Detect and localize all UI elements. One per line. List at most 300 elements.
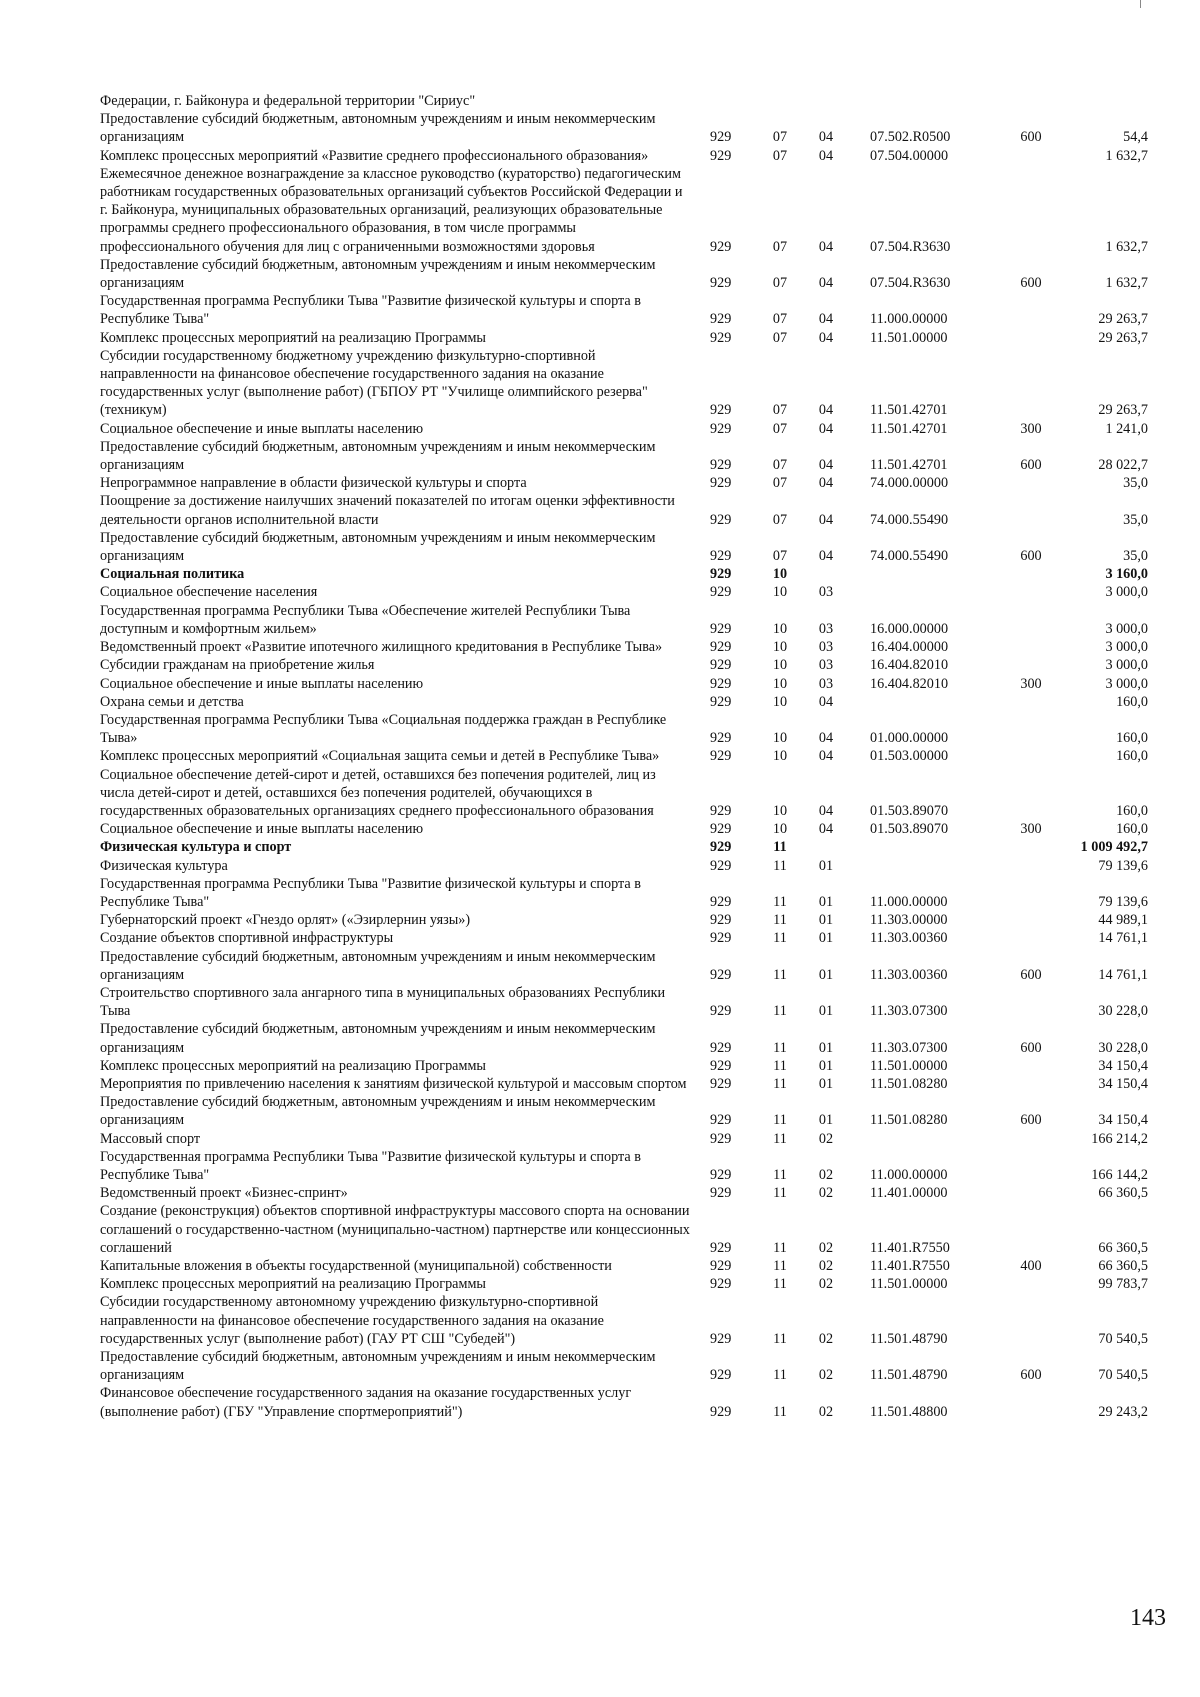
row-description: Социальное обеспечение и иные выплаты населению: [100, 675, 424, 692]
row-grbs-code: 929: [710, 511, 732, 528]
row-subsection-code: 04: [818, 311, 834, 328]
row-target-article-code: 07.504.00000: [870, 147, 949, 164]
row-description: Социальное обеспечение населения: [100, 584, 318, 601]
row-description: Комплекс процессных мероприятий «Развитие среднего профессионального образования»: [100, 147, 649, 164]
budget-table: [100, 92, 1160, 1421]
row-target-article-code: 11.401.R7550: [870, 1239, 950, 1256]
row-amount: 3 000,0: [1105, 657, 1148, 674]
row-section-code: 11: [773, 839, 787, 856]
row-section-code: 07: [772, 147, 788, 164]
row-description: Финансовое обеспечение государственного задания на оказание государственных услуг (выполнение работ) (ГБУ "Управление спортмероприятий"): [100, 1385, 632, 1420]
row-subsection-code: 03: [818, 584, 834, 601]
table-row: [100, 656, 1160, 674]
row-subsection-code: 04: [818, 420, 834, 437]
row-grbs-code: 929: [710, 1075, 732, 1092]
row-description: Предоставление субсидий бюджетным, автономным учреждениям и иным некоммерческим организациям: [100, 438, 656, 474]
row-target-article-code: 11.303.00360: [870, 966, 948, 983]
table-row: [100, 110, 1160, 146]
row-grbs-code: 929: [710, 1039, 732, 1056]
row-amount: 160,0: [1116, 730, 1148, 747]
row-target-article-code: 11.501.00000: [870, 329, 948, 346]
row-amount: 3 000,0: [1105, 584, 1148, 601]
row-section-code: 10: [772, 620, 788, 637]
row-amount: 1 632,7: [1105, 147, 1148, 164]
row-target-article-code: 11.501.42701: [870, 420, 948, 437]
row-grbs-code: 929: [710, 1057, 732, 1074]
row-section-code: 10: [772, 675, 788, 692]
row-section-code: 11: [773, 1276, 787, 1293]
row-grbs-code: 929: [710, 548, 732, 565]
table-row: [100, 147, 1160, 165]
table-row: [100, 1075, 1160, 1093]
row-subsection-code: 04: [818, 329, 834, 346]
row-target-article-code: 74.000.55490: [870, 511, 949, 528]
row-subsection-code: 04: [818, 802, 834, 819]
row-subsection-code: 01: [818, 930, 834, 947]
row-description: Комплекс процессных мероприятий «Социальная защита семьи и детей в Республике Тыва»: [100, 748, 660, 765]
row-description: Социальная политика: [100, 566, 245, 583]
row-section-code: 10: [772, 693, 788, 710]
row-amount: 54,4: [1123, 129, 1148, 146]
row-grbs-code: 929: [710, 1367, 732, 1384]
row-section-code: 11: [773, 1112, 787, 1129]
row-target-article-code: 01.503.89070: [870, 802, 949, 819]
row-section-code: 07: [772, 275, 788, 292]
row-section-code: 07: [772, 511, 788, 528]
row-description: Строительство спортивного зала ангарного типа в муниципальных образованиях Республики Тыва: [100, 984, 666, 1020]
table-row: [100, 420, 1160, 438]
row-expense-type-code: 300: [1020, 821, 1042, 838]
row-grbs-code: 929: [710, 566, 732, 583]
table-row: [100, 1184, 1160, 1202]
row-amount: 14 761,1: [1098, 930, 1148, 947]
row-subsection-code: 04: [818, 147, 834, 164]
row-subsection-code: 02: [818, 1130, 834, 1147]
row-grbs-code: 929: [710, 457, 732, 474]
row-subsection-code: 04: [818, 548, 834, 565]
row-subsection-code: 04: [818, 129, 834, 146]
row-target-article-code: 01.503.89070: [870, 821, 949, 838]
row-description: Государственная программа Республики Тыва "Развитие физической культуры и спорта в Республике Тыва": [100, 293, 641, 328]
row-expense-type-code: 600: [1020, 457, 1042, 474]
row-section-code: 11: [773, 857, 787, 874]
row-grbs-code: 929: [710, 857, 732, 874]
row-grbs-code: 929: [710, 966, 732, 983]
row-target-article-code: 07.504.R3630: [870, 275, 951, 292]
table-row: [100, 1020, 1160, 1056]
row-amount: 79 139,6: [1098, 893, 1148, 910]
row-grbs-code: 929: [710, 912, 732, 929]
row-amount: 3 000,0: [1105, 639, 1148, 656]
row-grbs-code: 929: [710, 1130, 732, 1147]
row-subsection-code: 02: [818, 1258, 834, 1274]
row-description: Создание объектов спортивной инфраструктуры: [100, 930, 394, 947]
row-section-code: 07: [772, 420, 788, 437]
row-grbs-code: 929: [710, 129, 732, 146]
page-number: 143: [1130, 1605, 1166, 1631]
row-subsection-code: 03: [818, 657, 834, 674]
row-description: Субсидии государственному автономному учреждению физкультурно-спортивной направленности на финансовое обеспечение государственного задания на оказание государственных услуг (выполнение работ) (ГАУ РТ СШ "Субедей"): [100, 1294, 604, 1347]
row-amount: 35,0: [1123, 548, 1148, 565]
row-section-code: 07: [772, 329, 788, 346]
row-section-code: 10: [772, 584, 788, 601]
row-section-code: 10: [772, 730, 788, 747]
row-section-code: 11: [773, 1003, 787, 1020]
row-subsection-code: 02: [818, 1166, 834, 1183]
row-target-article-code: 11.303.07300: [870, 1003, 948, 1020]
row-section-code: 07: [772, 475, 788, 492]
row-section-code: 10: [772, 657, 788, 674]
table-row: [100, 675, 1160, 693]
row-subsection-code: 02: [818, 1276, 834, 1293]
row-target-article-code: 11.401.R7550: [870, 1258, 950, 1274]
table-row: [100, 875, 1160, 911]
row-section-code: 11: [773, 1075, 787, 1092]
row-section-code: 11: [773, 1130, 787, 1147]
row-section-code: 07: [772, 548, 788, 565]
row-amount: 166 144,2: [1091, 1166, 1148, 1183]
row-description: Социальное обеспечение и иные выплаты населению: [100, 821, 424, 838]
row-target-article-code: 74.000.00000: [870, 475, 949, 492]
row-grbs-code: 929: [710, 1403, 732, 1420]
table-row: [100, 747, 1160, 765]
row-grbs-code: 929: [710, 147, 732, 164]
table-row: [100, 329, 1160, 347]
table-row: [100, 857, 1160, 875]
row-amount: 160,0: [1116, 748, 1148, 765]
row-subsection-code: 04: [818, 511, 834, 528]
row-description: Предоставление субсидий бюджетным, автономным учреждениям и иным некоммерческим организациям: [100, 111, 656, 146]
table-row: [100, 1384, 1160, 1420]
row-grbs-code: 929: [710, 475, 732, 492]
row-subsection-code: 04: [818, 275, 834, 292]
table-row: [100, 766, 1160, 821]
row-target-article-code: 11.303.00360: [870, 930, 948, 947]
row-section-code: 11: [773, 893, 787, 910]
table-row: [100, 984, 1160, 1020]
row-section-code: 07: [772, 311, 788, 328]
row-amount: 35,0: [1123, 475, 1148, 492]
row-amount: 34 150,4: [1098, 1112, 1148, 1129]
row-amount: 66 360,5: [1098, 1185, 1148, 1202]
row-target-article-code: 16.404.82010: [870, 657, 949, 674]
row-section-code: 07: [772, 129, 788, 146]
row-target-article-code: 11.000.00000: [870, 1166, 948, 1183]
row-expense-type-code: 600: [1020, 275, 1042, 292]
row-description: Губернаторский проект «Гнездо орлят» («Эзирлернин уязы»): [100, 912, 471, 929]
row-grbs-code: 929: [710, 657, 732, 674]
row-description: Социальное обеспечение и иные выплаты населению: [100, 420, 424, 437]
row-target-article-code: 11.501.42701: [870, 457, 948, 474]
row-subsection-code: 01: [818, 1003, 834, 1020]
table-row: [100, 820, 1160, 838]
row-amount: 70 540,5: [1098, 1330, 1148, 1347]
row-grbs-code: 929: [710, 930, 732, 947]
table-row: [100, 565, 1160, 583]
table-row: [100, 1057, 1160, 1075]
table-row: [100, 165, 1160, 256]
row-amount: 1 241,0: [1105, 420, 1148, 437]
row-amount: 29 263,7: [1098, 311, 1148, 328]
row-amount: 28 022,7: [1098, 457, 1148, 474]
row-amount: 14 761,1: [1098, 966, 1148, 983]
table-row: [100, 602, 1160, 638]
row-section-code: 10: [772, 748, 788, 765]
row-grbs-code: 929: [710, 1330, 732, 1347]
row-target-article-code: 11.000.00000: [870, 893, 948, 910]
row-target-article-code: 16.404.82010: [870, 675, 949, 692]
row-subsection-code: 02: [818, 1330, 834, 1347]
row-amount: 29 263,7: [1098, 329, 1148, 346]
row-target-article-code: 01.000.00000: [870, 730, 949, 747]
row-grbs-code: 929: [710, 802, 732, 819]
row-grbs-code: 929: [710, 1258, 732, 1274]
row-amount: 30 228,0: [1098, 1003, 1148, 1020]
table-row: [100, 948, 1160, 984]
row-amount: 79 139,6: [1098, 857, 1148, 874]
row-subsection-code: 04: [818, 238, 834, 255]
row-amount: 1 632,7: [1105, 275, 1148, 292]
row-grbs-code: 929: [710, 821, 732, 838]
table-row: [100, 1275, 1160, 1293]
row-amount: 160,0: [1116, 693, 1148, 710]
row-expense-type-code: 600: [1020, 1367, 1042, 1384]
row-grbs-code: 929: [710, 620, 732, 637]
row-subsection-code: 03: [818, 620, 834, 637]
row-section-code: 11: [773, 1185, 787, 1202]
row-amount: 34 150,4: [1098, 1075, 1148, 1092]
table-row: [100, 92, 1160, 110]
table-row: [100, 693, 1160, 711]
row-subsection-code: 04: [818, 475, 834, 492]
row-amount: 44 989,1: [1098, 912, 1148, 929]
row-description: Комплекс процессных мероприятий на реализацию Программы: [100, 1276, 486, 1293]
row-grbs-code: 929: [710, 1185, 732, 1202]
row-amount: 66 360,5: [1098, 1239, 1148, 1256]
row-subsection-code: 03: [818, 639, 834, 656]
row-amount: 35,0: [1123, 511, 1148, 528]
row-section-code: 10: [772, 821, 788, 838]
row-section-code: 10: [772, 802, 788, 819]
row-grbs-code: 929: [710, 893, 732, 910]
table-row: [100, 711, 1160, 747]
row-grbs-code: 929: [710, 1003, 732, 1020]
row-subsection-code: 01: [818, 1039, 834, 1056]
row-section-code: 10: [772, 566, 788, 583]
table-row: [100, 347, 1160, 420]
row-description: Охрана семьи и детства: [100, 693, 244, 710]
row-description: Комплекс процессных мероприятий на реализацию Программы: [100, 329, 486, 346]
table-row: [100, 583, 1160, 601]
row-subsection-code: 01: [818, 1112, 834, 1129]
table-row: [100, 1293, 1160, 1348]
row-description: Государственная программа Республики Тыва "Развитие физической культуры и спорта в Республике Тыва": [100, 875, 641, 910]
table-row: [100, 1202, 1160, 1257]
row-expense-type-code: 600: [1020, 1039, 1042, 1056]
row-description: Предоставление субсидий бюджетным, автономным учреждениям и иным некоммерческим организациям: [100, 256, 656, 292]
row-expense-type-code: 600: [1020, 1112, 1042, 1129]
row-target-article-code: 07.504.R3630: [870, 238, 951, 255]
row-description: Создание (реконструкция) объектов спортивной инфраструктуры массового спорта на основании соглашений о государственно-частном (муниципально-частном) партнерстве или концессионных соглашений: [100, 1203, 690, 1256]
row-subsection-code: 04: [818, 693, 834, 710]
row-amount: 1 009 492,7: [1080, 839, 1148, 856]
row-amount: 3 000,0: [1105, 620, 1148, 637]
row-target-article-code: 11.303.00000: [870, 912, 948, 929]
row-subsection-code: 03: [818, 675, 834, 692]
row-amount: 30 228,0: [1098, 1039, 1148, 1056]
row-grbs-code: 929: [710, 748, 732, 765]
row-subsection-code: 01: [818, 1075, 834, 1092]
table-row: [100, 1257, 1160, 1275]
row-description: Субсидии гражданам на приобретение жилья: [100, 657, 375, 674]
row-amount: 1 632,7: [1105, 238, 1148, 255]
row-description: Предоставление субсидий бюджетным, автономным учреждениям и иным некоммерческим организациям: [100, 1021, 656, 1056]
row-grbs-code: 929: [710, 1239, 732, 1256]
row-amount: 3 160,0: [1105, 566, 1148, 583]
row-expense-type-code: 600: [1020, 966, 1042, 983]
row-section-code: 11: [773, 1239, 787, 1256]
row-amount: 160,0: [1116, 821, 1148, 838]
row-subsection-code: 01: [818, 893, 834, 910]
row-amount: 29 263,7: [1098, 402, 1148, 419]
row-target-article-code: 74.000.55490: [870, 548, 949, 565]
row-subsection-code: 04: [818, 402, 834, 419]
row-amount: 66 360,5: [1098, 1258, 1148, 1274]
row-grbs-code: 929: [710, 1276, 732, 1293]
row-description: Субсидии государственному бюджетному учреждению физкультурно-спортивной направленности на финансовое обеспечение государственного задания на оказание государственных услуг (выполнение работ) (ГБПОУ РТ "Училище олимпийского резерва" (техникум): [100, 347, 648, 419]
row-section-code: 11: [773, 912, 787, 929]
row-grbs-code: 929: [710, 1166, 732, 1183]
row-section-code: 11: [773, 966, 787, 983]
row-grbs-code: 929: [710, 402, 732, 419]
table-row: [100, 529, 1160, 565]
row-grbs-code: 929: [710, 275, 732, 292]
row-target-article-code: 11.501.42701: [870, 402, 948, 419]
row-description: Предоставление субсидий бюджетным, автономным учреждениям и иным некоммерческим организациям: [100, 948, 656, 983]
row-target-article-code: 16.404.00000: [870, 639, 949, 656]
row-section-code: 07: [772, 402, 788, 419]
row-expense-type-code: 600: [1020, 548, 1042, 565]
table-row: [100, 1093, 1160, 1129]
row-section-code: 11: [773, 1258, 787, 1274]
row-amount: 70 540,5: [1098, 1367, 1148, 1384]
row-section-code: 11: [773, 1330, 787, 1347]
row-description: Ведомственный проект «Бизнес-спринт»: [100, 1185, 348, 1202]
row-subsection-code: 01: [818, 966, 834, 983]
row-subsection-code: 04: [818, 748, 834, 765]
row-description: Ведомственный проект «Развитие ипотечного жилищного кредитования в Республике Тыва»: [100, 639, 663, 656]
row-section-code: 10: [772, 639, 788, 656]
row-grbs-code: 929: [710, 584, 732, 601]
row-amount: 99 783,7: [1098, 1276, 1148, 1293]
row-amount: 166 214,2: [1091, 1130, 1148, 1147]
row-section-code: 11: [773, 1367, 787, 1384]
table-row: [100, 1130, 1160, 1148]
row-subsection-code: 01: [818, 1057, 834, 1074]
row-description: Массовый спорт: [100, 1130, 201, 1147]
row-grbs-code: 929: [710, 420, 732, 437]
row-section-code: 11: [773, 930, 787, 947]
row-subsection-code: 02: [818, 1185, 834, 1202]
row-grbs-code: 929: [710, 730, 732, 747]
row-amount: 29 243,2: [1098, 1403, 1148, 1420]
row-target-article-code: 11.501.08280: [870, 1112, 948, 1129]
row-grbs-code: 929: [710, 311, 732, 328]
row-expense-type-code: 300: [1020, 675, 1042, 692]
row-subsection-code: 02: [818, 1403, 834, 1420]
row-target-article-code: 11.501.00000: [870, 1057, 948, 1074]
row-description: Предоставление субсидий бюджетным, автономным учреждениям и иным некоммерческим организациям: [100, 1349, 656, 1384]
row-subsection-code: 04: [818, 730, 834, 747]
row-expense-type-code: 400: [1020, 1258, 1042, 1274]
row-description: Поощрение за достижение наилучших значений показателей по итогам оценки эффективности деятельности органов исполнительной власти: [100, 493, 675, 528]
table-row: [100, 929, 1160, 947]
row-target-article-code: 11.303.07300: [870, 1039, 948, 1056]
row-description: Социальное обеспечение детей-сирот и детей, оставшихся без попечения родителей, лиц из числа детей-сирот и детей, оставшихся без попечения родителей, обучающихся в государственных образовательных организациях среднего профессионального образования: [100, 766, 656, 819]
row-expense-type-code: 600: [1020, 129, 1042, 146]
row-description: Государственная программа Республики Тыва «Обеспечение жителей Республики Тыва доступным и комфортным жильем»: [100, 602, 631, 637]
row-target-article-code: 01.503.00000: [870, 748, 949, 765]
row-grbs-code: 929: [710, 238, 732, 255]
row-grbs-code: 929: [710, 329, 732, 346]
row-subsection-code: 02: [818, 1239, 834, 1256]
row-description: Государственная программа Республики Тыва "Развитие физической культуры и спорта в Республике Тыва": [100, 1148, 641, 1183]
table-row: [100, 438, 1160, 474]
row-grbs-code: 929: [710, 1112, 732, 1129]
row-description: Предоставление субсидий бюджетным, автономным учреждениям и иным некоммерческим организациям: [100, 1094, 656, 1129]
row-description: Непрограммное направление в области физической культуры и спорта: [100, 475, 527, 492]
row-amount: 3 000,0: [1105, 675, 1148, 692]
row-amount: 34 150,4: [1098, 1057, 1148, 1074]
row-description: Государственная программа Республики Тыва «Социальная поддержка граждан в Республике Тыва»: [100, 711, 667, 747]
table-row: [100, 911, 1160, 929]
row-section-code: 11: [773, 1057, 787, 1074]
row-target-article-code: 11.000.00000: [870, 311, 948, 328]
row-grbs-code: 929: [710, 675, 732, 692]
row-target-article-code: 16.000.00000: [870, 620, 949, 637]
row-grbs-code: 929: [710, 639, 732, 656]
row-description: Физическая культура: [100, 857, 228, 874]
row-grbs-code: 929: [710, 839, 732, 856]
row-target-article-code: 11.501.48800: [870, 1403, 948, 1420]
row-target-article-code: 11.401.00000: [870, 1185, 948, 1202]
row-section-code: 11: [773, 1039, 787, 1056]
table-row: [100, 638, 1160, 656]
row-section-code: 11: [773, 1166, 787, 1183]
row-subsection-code: 01: [818, 912, 834, 929]
row-description: Капитальные вложения в объекты государственной (муниципальной) собственности: [100, 1258, 612, 1274]
table-row: [100, 838, 1160, 856]
row-section-code: 07: [772, 457, 788, 474]
table-row: [100, 256, 1160, 292]
row-target-article-code: 11.501.08280: [870, 1075, 948, 1092]
row-description: Предоставление субсидий бюджетным, автономным учреждениям и иным некоммерческим организациям: [100, 529, 656, 565]
row-subsection-code: 01: [818, 857, 834, 874]
table-row: [100, 1148, 1160, 1184]
scan-mark: [1140, 0, 1141, 8]
row-description: Физическая культура и спорт: [100, 839, 292, 856]
table-row: [100, 492, 1160, 528]
table-row: [100, 292, 1160, 328]
row-description: Федерации, г. Байконура и федеральной территории "Сириус": [100, 93, 476, 109]
row-description: Ежемесячное денежное вознаграждение за классное руководство (кураторство) педагогическим работникам государственных образовательных организаций субъектов Российской Федерации и г. Байконура, муниципальных образовательных организаций, реализующих образовательные программы среднего профессионального образования, в том числе программы профессионального обучения для лиц с ограниченными возможностями здоровья: [100, 165, 683, 255]
table-row: [100, 474, 1160, 492]
row-subsection-code: 02: [818, 1367, 834, 1384]
row-section-code: 07: [772, 238, 788, 255]
row-target-article-code: 11.501.48790: [870, 1367, 948, 1384]
row-target-article-code: 11.501.48790: [870, 1330, 948, 1347]
row-description: Мероприятия по привлечению населения к занятиям физической культурой и массовым спортом: [100, 1075, 687, 1092]
